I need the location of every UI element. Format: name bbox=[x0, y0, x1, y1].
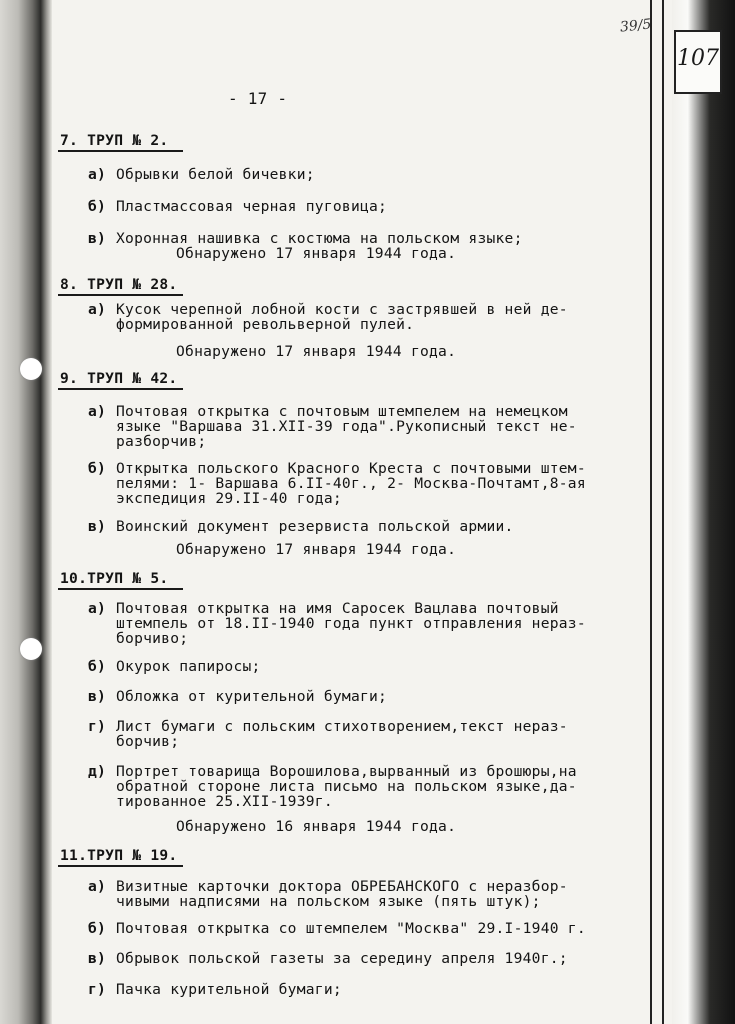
item-label: в) bbox=[88, 688, 107, 705]
page-number: - 17 - bbox=[228, 89, 288, 108]
item-text-line: Лист бумаги с польским стихотворением,текст нераз- bbox=[116, 718, 568, 735]
item-text-line: Почтовая открытка со штемпелем "Москва" 29.I-1940 г. bbox=[116, 920, 586, 937]
title-underline bbox=[58, 388, 183, 390]
item-text-line: Почтовая открытка на имя Саросек Вацлава почтовый bbox=[116, 600, 559, 617]
section-title: 8. ТРУП № 28. bbox=[60, 276, 178, 293]
item-label: а) bbox=[88, 166, 107, 183]
title-underline bbox=[58, 588, 183, 590]
item-text-line: языке "Варшава 31.XII-39 года".Рукописный текст не- bbox=[116, 418, 577, 435]
item-text-line: экспедиция 29.II-40 года; bbox=[116, 490, 342, 507]
item-label: г) bbox=[88, 981, 107, 998]
found-date: Обнаружено 16 января 1944 года. bbox=[176, 818, 457, 835]
item-text-line: Пачка курительной бумаги; bbox=[116, 981, 342, 998]
item-text-line: Окурок папиросы; bbox=[116, 658, 261, 675]
item-label: б) bbox=[88, 658, 107, 675]
item-label: б) bbox=[88, 920, 107, 937]
item-text-line: борчив; bbox=[116, 733, 180, 750]
item-text-line: Визитные карточки доктора ОБРЕБАНСКОГО с неразбор- bbox=[116, 878, 568, 895]
item-text-line: разборчив; bbox=[116, 433, 207, 450]
item-text-line: тированное 25.XII-1939г. bbox=[116, 793, 333, 810]
folio-box: 107 bbox=[674, 30, 722, 94]
item-label: г) bbox=[88, 718, 107, 735]
item-text-line: Открытка польского Красного Креста с почтовыми штем- bbox=[116, 460, 586, 477]
item-label: д) bbox=[88, 763, 107, 780]
found-date: Обнаружено 17 января 1944 года. bbox=[176, 541, 457, 558]
section-title: 11.ТРУП № 19. bbox=[60, 847, 178, 864]
item-text-line: Обрывки белой бичевки; bbox=[116, 166, 315, 183]
section-title: 10.ТРУП № 5. bbox=[60, 570, 169, 587]
item-text-line: Пластмассовая черная пуговица; bbox=[116, 198, 388, 215]
item-text-line: обратной стороне листа письмо на польском языке,да- bbox=[116, 778, 577, 795]
item-text-line: Почтовая открытка с почтовым штемпелем на немецком bbox=[116, 403, 568, 420]
item-text-line: Обложка от курительной бумаги; bbox=[116, 688, 388, 705]
item-text-line: Кусок черепной лобной кости с застрявшей в ней де- bbox=[116, 301, 568, 318]
item-text-line: Обрывок польской газеты за середину апреля 1940г.; bbox=[116, 950, 568, 967]
item-text-line: Воинский документ резервиста польской армии. bbox=[116, 518, 514, 535]
title-underline bbox=[58, 150, 183, 152]
item-label: б) bbox=[88, 460, 107, 477]
item-label: в) bbox=[88, 230, 107, 247]
item-label: в) bbox=[88, 950, 107, 967]
item-text-line: Хоронная нашивка с костюма на польском языке; bbox=[116, 230, 523, 247]
found-date: Обнаружено 17 января 1944 года. bbox=[176, 245, 457, 262]
punch-hole bbox=[20, 638, 42, 660]
item-label: а) bbox=[88, 301, 107, 318]
item-text-line: Портрет товарища Ворошилова,вырванный из брошюры,на bbox=[116, 763, 577, 780]
edge-line bbox=[662, 0, 664, 1024]
item-text-line: формированной револьверной пулей. bbox=[116, 316, 415, 333]
item-label: а) bbox=[88, 878, 107, 895]
item-label: а) bbox=[88, 403, 107, 420]
title-underline bbox=[58, 865, 183, 867]
item-label: а) bbox=[88, 600, 107, 617]
item-label: в) bbox=[88, 518, 107, 535]
binding-strip bbox=[0, 0, 52, 1024]
edge-line bbox=[650, 0, 652, 1024]
item-text-line: пелями: 1- Варшава 6.II-40г., 2- Москва-Почтамт,8-ая bbox=[116, 475, 586, 492]
item-text-line: борчиво; bbox=[116, 630, 189, 647]
folded-edge bbox=[672, 0, 735, 1024]
section-title: 9. ТРУП № 42. bbox=[60, 370, 178, 387]
folio-note: 39/5 bbox=[619, 16, 653, 36]
title-underline bbox=[58, 294, 183, 296]
item-text-line: чивыми надписями на польском языке (пять штук); bbox=[116, 893, 541, 910]
item-label: б) bbox=[88, 198, 107, 215]
found-date: Обнаружено 17 января 1944 года. bbox=[176, 343, 457, 360]
punch-hole bbox=[20, 358, 42, 380]
section-title: 7. ТРУП № 2. bbox=[60, 132, 169, 149]
item-text-line: штемпель от 18.II-1940 года пункт отправления нераз- bbox=[116, 615, 586, 632]
